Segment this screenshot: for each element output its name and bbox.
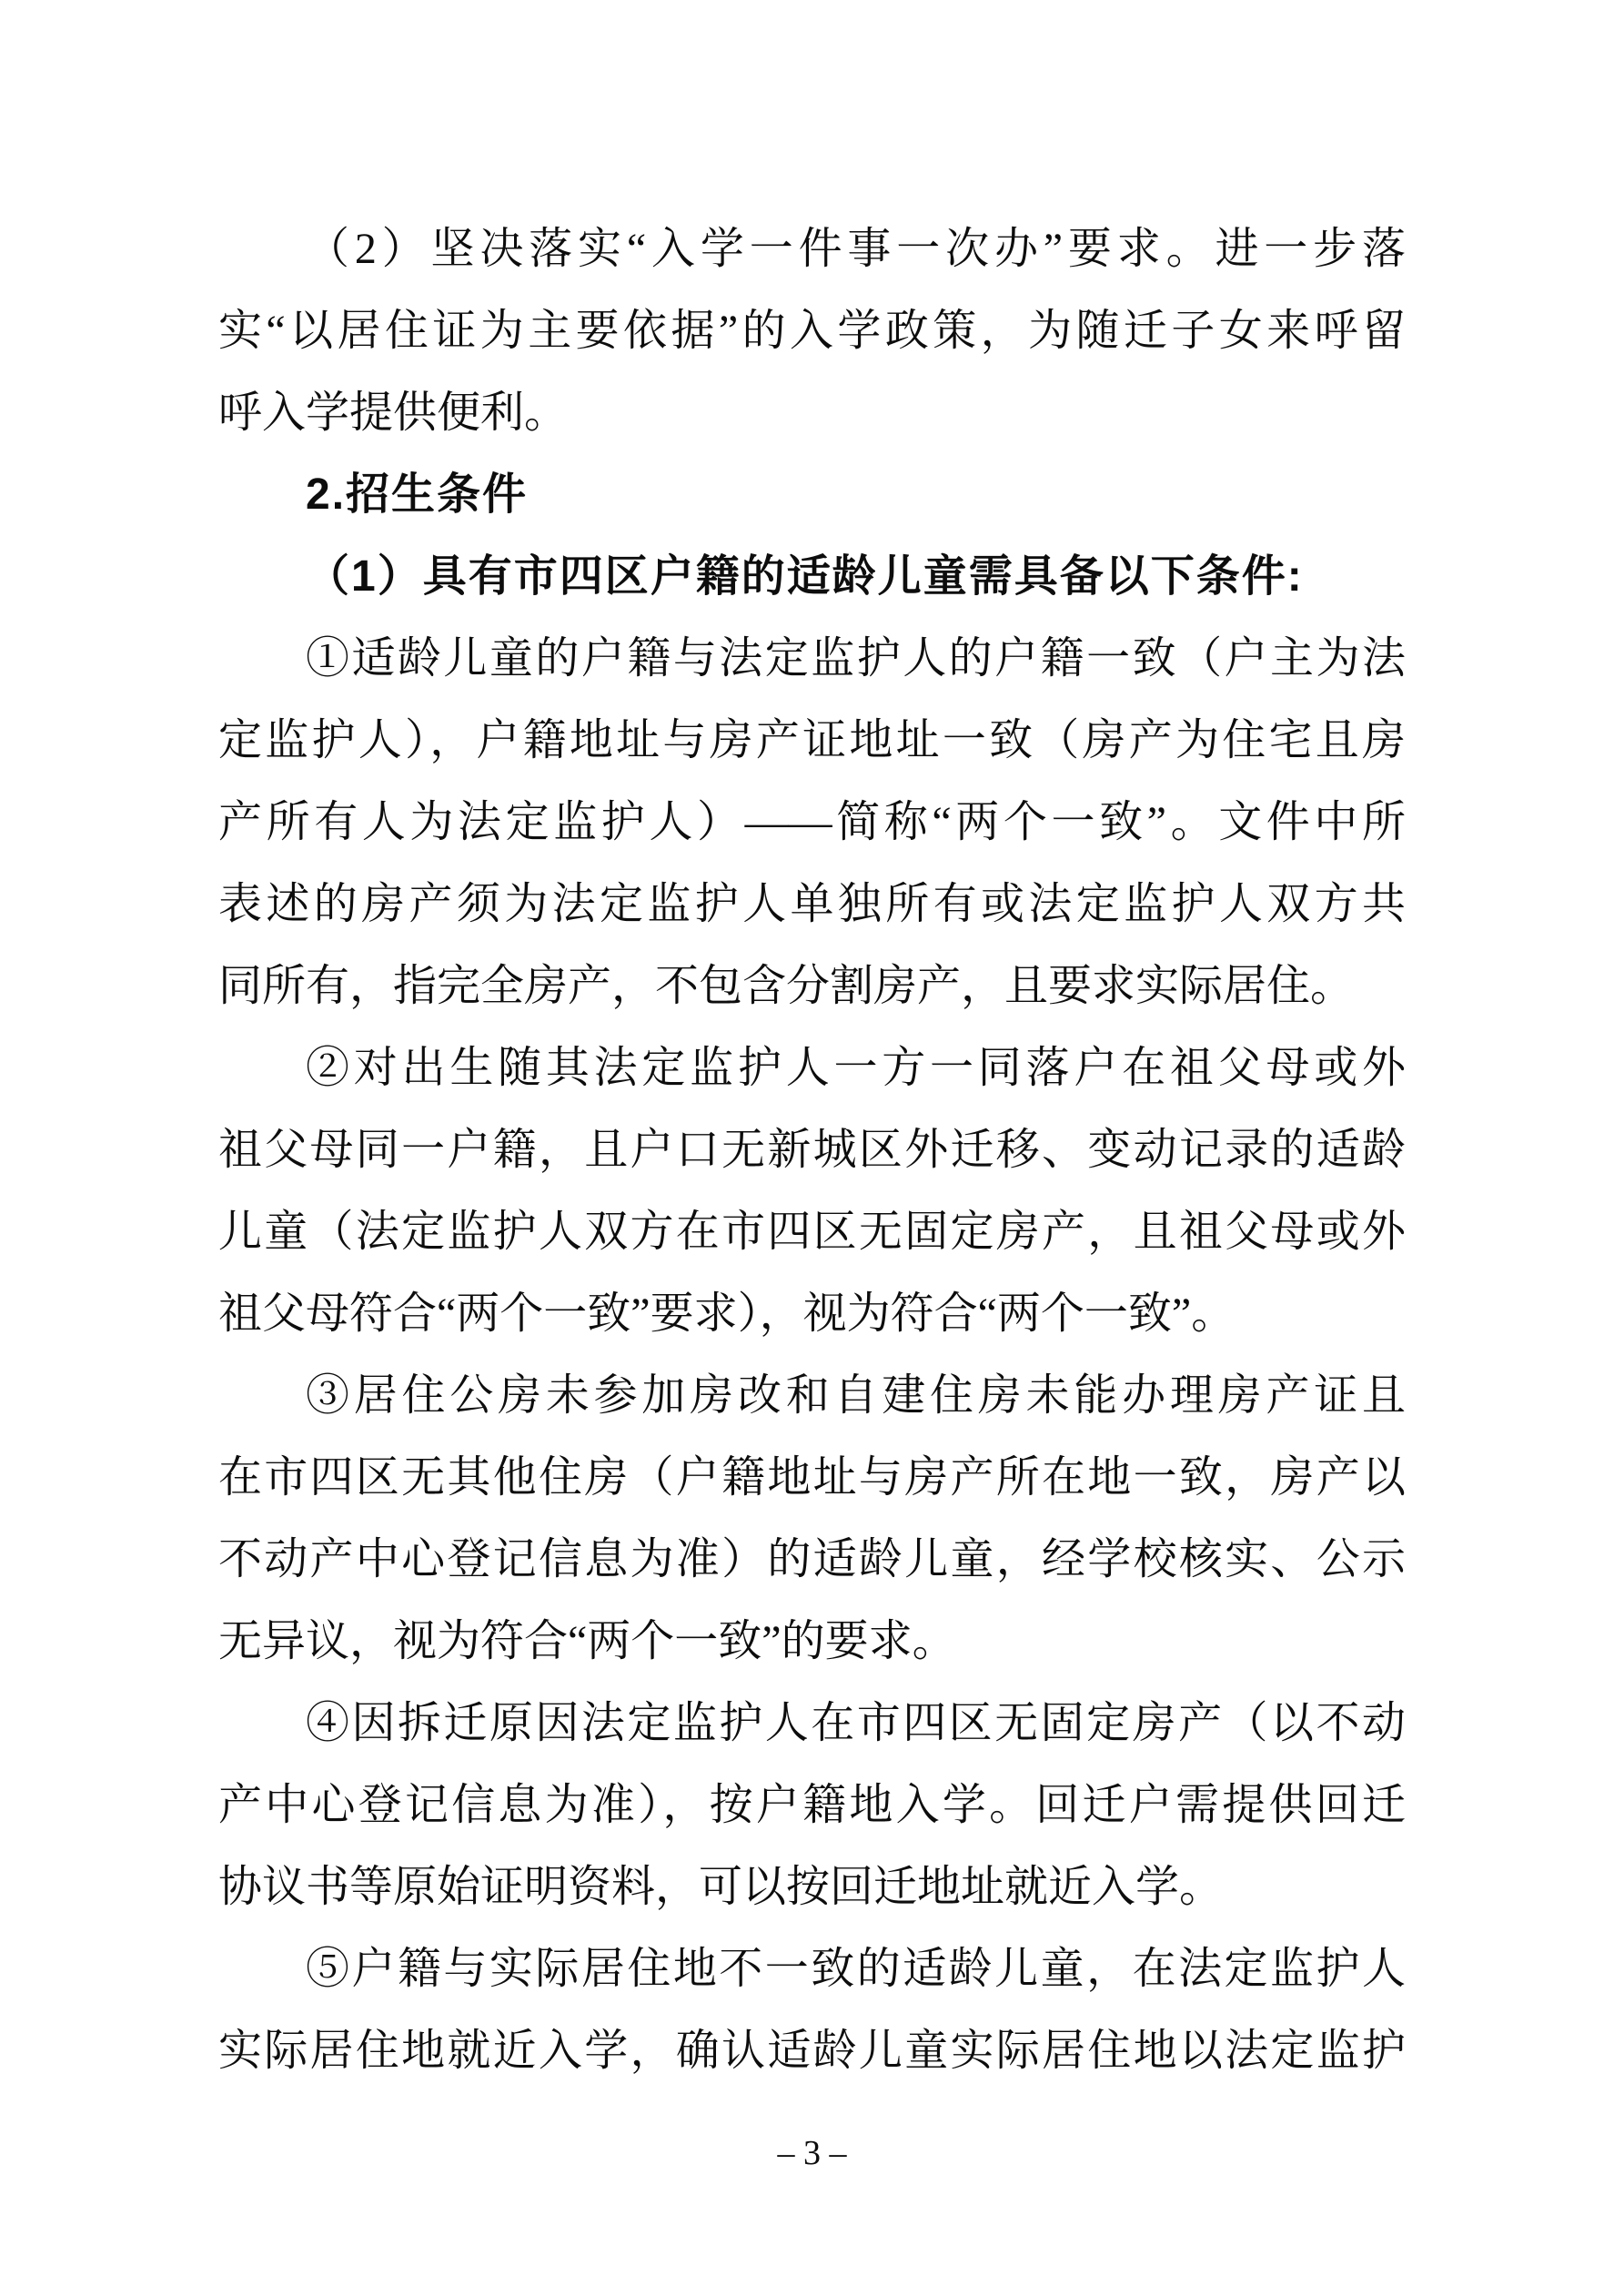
- document-body: [218, 208, 1406, 2092]
- text-line: 无异议，视为符合“两个一致”的要求。: [218, 1617, 956, 1665]
- text-line: 产所有人为法定监护人）——简称“两个一致”。文件中所: [218, 798, 1406, 846]
- text-line: 定监护人），户籍地址与房产证地址一致（房产为住宅且房: [218, 716, 1406, 764]
- page-number: – 3 –: [777, 2134, 847, 2172]
- text-line: 实际居住地就近入学，确认适龄儿童实际居住地以法定监护: [218, 2027, 1406, 2075]
- text-line: ⑤户籍与实际居住地不一致的适龄儿童，在法定监护人: [306, 1945, 1406, 1993]
- text-line: （2）坚决落实“入学一件事一次办”要求。进一步落: [306, 225, 1406, 273]
- text-line: 在市四区无其他住房（户籍地址与房产所在地一致，房产以: [218, 1453, 1406, 1502]
- text-line: ③居住公房未参加房改和自建住房未能办理房产证且: [306, 1371, 1406, 1420]
- text-line: 呼入学提供便利。: [218, 389, 569, 437]
- text-line: 实“以居住证为主要依据”的入学政策，为随迁子女来呼留: [218, 307, 1406, 355]
- text-line: 协议书等原始证明资料，可以按回迁地址就近入学。: [218, 1863, 1224, 1911]
- text-line: 表述的房产须为法定监护人单独所有或法定监护人双方共: [218, 880, 1406, 928]
- section-heading: 2.招生条件: [306, 470, 529, 519]
- text-line: ①适龄儿童的户籍与法定监护人的户籍一致（户主为法: [306, 634, 1406, 683]
- text-line: ④因拆迁原因法定监护人在市四区无固定房产（以不动: [306, 1699, 1406, 1747]
- text-line: 祖父母同一户籍，且户口无新城区外迁移、变动记录的适龄: [218, 1126, 1406, 1174]
- section-heading: （1）具有市四区户籍的适龄儿童需具备以下条件:: [306, 552, 1304, 601]
- text-line: 不动产中心登记信息为准）的适龄儿童，经学校核实、公示: [218, 1535, 1406, 1583]
- text-line: ②对出生随其法定监护人一方一同落户在祖父母或外: [306, 1044, 1406, 1092]
- text-line: 产中心登记信息为准），按户籍地入学。回迁户需提供回迁: [218, 1781, 1406, 1829]
- text-line: 祖父母符合“两个一致”要求），视为符合“两个一致”。: [218, 1290, 1236, 1338]
- text-line: 儿童（法定监护人双方在市四区无固定房产，且祖父母或外: [218, 1208, 1406, 1256]
- text-line: 同所有，指完全房产，不包含分割房产，且要求实际居住。: [218, 962, 1355, 1010]
